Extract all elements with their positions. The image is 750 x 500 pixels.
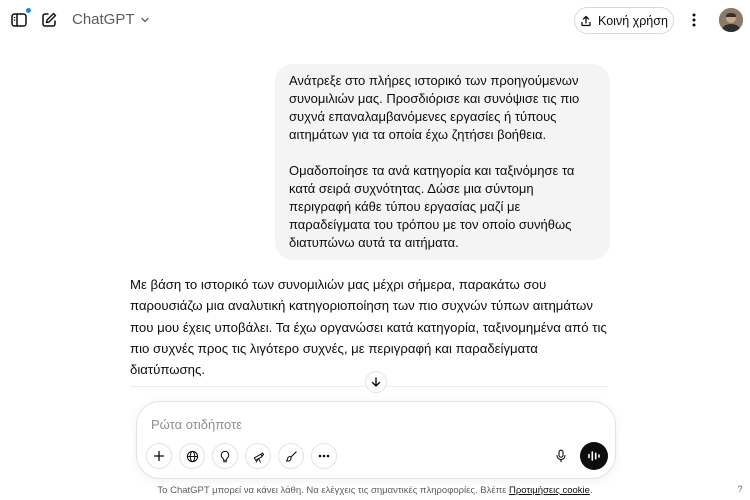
microphone-icon [555, 449, 567, 463]
help-button[interactable]: ? [737, 484, 743, 494]
prompt-input[interactable] [151, 414, 591, 434]
composer [136, 401, 616, 479]
share-icon [580, 15, 592, 27]
more-tools-button[interactable] [311, 443, 337, 469]
user-message-paragraph: Ομαδοποίησε τα ανά κατηγορία και ταξινόμησε τα κατά σειρά συχνότητας. Δώσε μια σύντομη περιγραφή κάθε τύπου εργασίας μαζί με παραδείγματα του τρόπου με τον οποίο συνήθως διατυπώνω αυτά τα αιτήματα. [289, 163, 575, 250]
user-message-bubble [275, 64, 610, 260]
more-vertical-icon [692, 13, 696, 27]
notification-dot [25, 7, 32, 14]
reason-button[interactable] [212, 443, 238, 469]
disclaimer [0, 485, 750, 496]
user-message-paragraph: Ανάτρεξε στο πλήρες ιστορικό των προηγούμενων συνομιλιών μας. Προσδιόρισε και συνόψισε τις πιο συχνά επαναλαμβανόμενες εργασίες ή τύπους αιτημάτων για τα οποία έχω ζητήσει βοήθεια. [289, 73, 580, 142]
more-horizontal-icon [318, 454, 330, 458]
paint-brush-icon [285, 450, 298, 463]
share-button[interactable] [574, 7, 674, 34]
create-image-button[interactable] [278, 443, 304, 469]
new-chat-icon [40, 11, 58, 29]
disclaimer-suffix: . [589, 485, 593, 496]
avatar[interactable] [719, 8, 743, 32]
telescope-icon [252, 450, 265, 463]
globe-icon [186, 450, 199, 463]
dictate-button[interactable] [548, 443, 574, 469]
disclaimer-text: Το ChatGPT μπορεί να κάνει λάθη. Να ελέγχεις τις σημαντικές πληροφορίες. Βλέπε [157, 485, 510, 496]
assistant-message: Με βάση το ιστορικό των συνομιλιών μας μέχρι σήμερα, παρακάτω σου παρουσιάζω μια αναλυτική κατηγοριοποίηση των πιο συχνών τύπων αιτημάτων που μου έχεις υποβάλει. Τα έχω οργανώσει κατά κατηγορία, ταξινομημένα από τις πιο συχνές προς τις λιγότερο συχνές, με περιγραφή και παραδείγματα διατύπωσης. [130, 277, 607, 378]
model-name: ChatGPT [72, 11, 135, 28]
arrow-down-icon [370, 376, 382, 388]
share-label: Κοινή χρήση [598, 13, 668, 28]
chevron-down-icon [140, 15, 150, 25]
plus-icon [153, 450, 165, 462]
voice-mode-button[interactable] [580, 442, 608, 470]
more-options-button[interactable] [684, 9, 704, 31]
scroll-to-bottom-button[interactable] [365, 371, 387, 393]
lightbulb-icon [219, 450, 231, 463]
sidebar-toggle-icon [10, 11, 28, 29]
new-chat-button[interactable] [38, 9, 60, 31]
cookie-preferences-link[interactable]: Προτιμήσεις cookie [509, 485, 590, 496]
voice-mode-icon [587, 450, 601, 462]
sidebar-toggle-button[interactable] [8, 9, 30, 31]
web-search-button[interactable] [179, 443, 205, 469]
add-attachment-button[interactable] [146, 443, 172, 469]
model-selector[interactable] [72, 11, 150, 28]
deep-research-button[interactable] [245, 443, 271, 469]
top-bar [0, 0, 750, 42]
user-avatar-image [719, 8, 743, 32]
